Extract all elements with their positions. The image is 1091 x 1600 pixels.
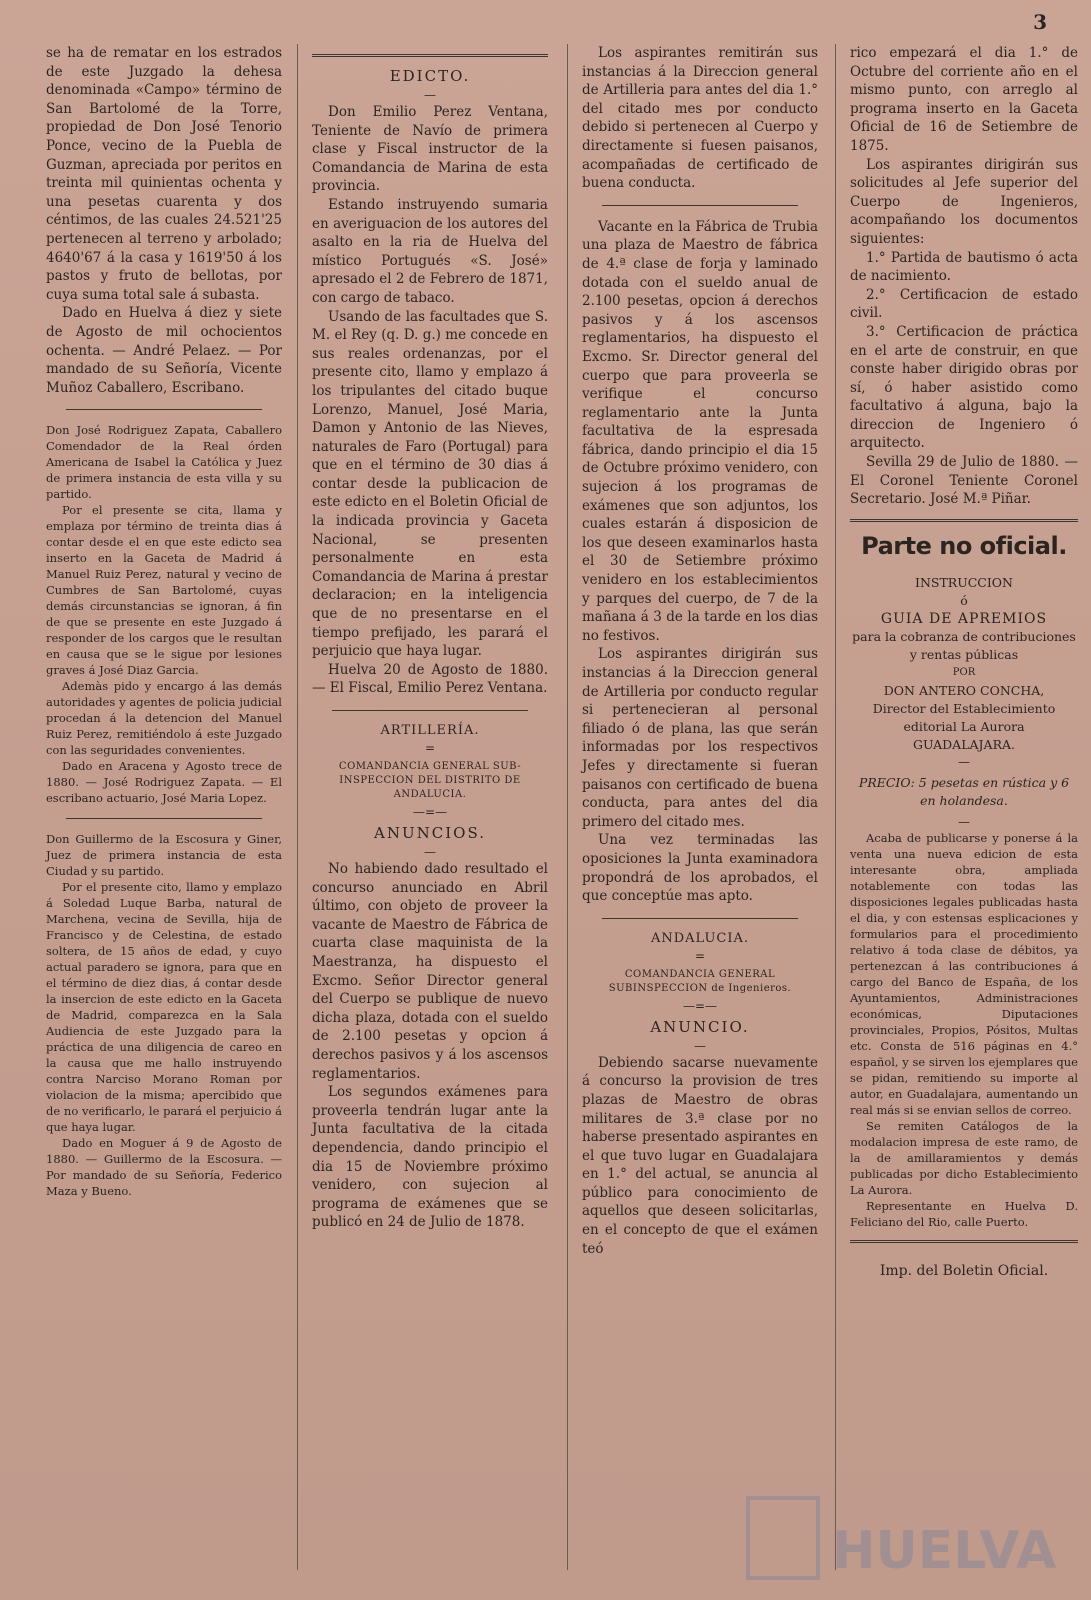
archive-watermark	[748, 1498, 1057, 1588]
instruccion-heading: INSTRUCCION	[915, 574, 1013, 590]
separator	[850, 1240, 1078, 1243]
dash: =	[424, 741, 436, 755]
anuncios-heading: ANUNCIOS.	[374, 824, 486, 842]
dash: —	[958, 814, 970, 829]
paragraph: Por el presente cito, llamo y emplazo á Soledad Luque Barba, natural de Marchena, vecina de Sevilla, hija de Francisco y de Celestina, de estado soltera, de 15 años de edad, y cuyo actual paradero se ignora, para que en el término de diez dias, á contar desde la insercion de este edicto en la Gaceta de Madrid, comparezca en la Sala Audiencia de este Juzgado para la práctica de una diligencia de careo en la causa que me hallo instruyendo contra Narciso Morano Roman por violacion de la misma; apercibido que de no verificarlo, le parará el perjuicio á que haya lugar.	[46, 880, 282, 1135]
dash: —	[694, 1038, 706, 1053]
author-name: DON ANTERO CONCHA,	[883, 682, 1045, 698]
comandancia-heading: COMANDANCIA GENERAL SUBINSPECCION de Ingenieros.	[608, 968, 792, 994]
paragraph: Don Emilio Perez Ventana, Teniente de Navío de primera clase y Fiscal instructor de la Comandancia de Marina de esta provincia.	[312, 104, 548, 195]
guia-heading: GUIA DE APREMIOS	[880, 610, 1048, 627]
paragraph: Dado en Moguer á 9 de Agosto de 1880. — Guillermo de la Escosura. — Por mandado de su Señoría, Federico Maza y Bueno.	[46, 1136, 282, 1199]
andalucia-heading: ANDALUCIA.	[650, 930, 750, 946]
column-divider	[567, 44, 568, 1570]
column-4	[850, 44, 1078, 1580]
paragraph: Debiendo sacarse nuevamente á concurso la provision de tres plazas de Maestro de obras militares de 3.ª clase por no haberse presentado aspirantes en el que tuvo lugar en Guadalajara en 1.° del actual, se anuncia al público para conocimiento de aquellos que deseen solicitarlas, en el concepto de que el exámen teó	[582, 1054, 818, 1257]
por-label: POR	[952, 666, 976, 678]
paragraph: Se remiten Catálogos de la modalacion impresa de este ramo, de la de amillaramientos y demás publicadas por dicho Establecimiento La Aurora.	[850, 1118, 1078, 1197]
paragraph: Una vez terminadas las oposiciones la Junta examinadora propondrá de los aprobados, el que conceptúe mas apto.	[582, 832, 818, 905]
paragraph: Usando de las facultades que S. M. el Rey (q. D. g.) me concede en sus reales ordenanzas, por el presente cito, llamo y emplazo á los tripulantes del citado buque Lorenzo, Manuel, José Maria, Damon y Antonio de las Nieves, naturales de Faro (Portugal) para que en el término de 30 dias á contar desde la publicacion de este edicto en el Boletin Oficial de la indicada provincia y Gaceta Nacional, se presenten personalmente en esta Comandancia de Marina á prestar declaracion; en la inteligencia que de no presentarse en el tiempo prefijado, les parará el perjuicio que haya lugar.	[312, 308, 548, 660]
column-divider	[297, 44, 298, 1570]
paragraph: se ha de rematar en los estrados de este Juzgado la dehesa denominada «Campo» término de San Bartolomé de la Torre, propiedad de Don José Tenorio Ponce, vecino de la Puebla de Guzman, apreciada por peritos en treinta mil quinientas ochenta y una pesetas cuarenta y dos céntimos, de las cuales 24.521'25 pertenecen al terreno y arbolado; 4640'67 á la casa y 1619'50 á los pastos y fruto de bellotas, por cuya suma total sale á subasta.	[46, 45, 282, 303]
paragraph: Dado en Aracena y Agosto trece de 1880. — José Rodriguez Zapata. — El escribano actuario, José Maria Lopez.	[46, 759, 282, 806]
city-name: GUADALAJARA.	[913, 736, 1015, 752]
watermark-emblem	[748, 1498, 818, 1578]
paragraph: Estando instruyendo sumaria en averiguacion de los autores del asalto en la ria de Huelva del místico Portugués «S. José» apresado el 2 de Febrero de 1871, con cargo de tabaco.	[312, 196, 548, 306]
column-3	[582, 44, 818, 1580]
paragraph: 2.° Certificacion de estado civil.	[850, 286, 1078, 322]
paragraph: Ademàs pido y encargo á las demás autoridades y agentes de policia judicial procedan á la detencion del Manuel Ruiz Perez, remitiéndolo á este Juzgado con las seguridades convenientes.	[46, 679, 282, 758]
paragraph: Los aspirantes dirigirán sus solicitudes al Jefe superior del Cuerpo de Ingenieros, acompañando los documentos siguientes:	[850, 156, 1078, 247]
paragraph: Huelva 20 de Agosto de 1880. — El Fiscal, Emilio Perez Ventana.	[312, 661, 548, 697]
separator	[312, 54, 548, 57]
separator	[66, 818, 262, 819]
column-1	[46, 44, 282, 1580]
imprenta-footer: Imp. del Boletin Oficial.	[879, 1262, 1049, 1279]
paragraph: rico empezará el dia 1.° de Octubre del corriente año en el mismo punto, con arreglo al programa inserto en la Gaceta Oficial de 16 de Setiembre de 1875.	[850, 45, 1078, 154]
paragraph: 3.° Certificacion de práctica en el arte de construir, en que conste haber dirigido obras por sí, ó haber asistido como facultativo á alguna, bajo la direccion de Ingeniero ó arquitecto.	[850, 323, 1078, 452]
paragraph: 1.° Partida de bautismo ó acta de nacimiento.	[850, 249, 1078, 285]
paragraph: Don José Rodriguez Zapata, Caballero Comendador de la Real órden Americana de Isabel la Católica y Juez de primera instancia de esta villa y su partido.	[46, 423, 282, 502]
paragraph: Don Guillermo de la Escosura y Giner, Juez de primera instancia de esta Ciudad y su partido.	[46, 832, 282, 879]
dash: —=—	[682, 998, 718, 1013]
separator	[332, 710, 528, 711]
paragraph: Sevilla 29 de Julio de 1880. — El Coronel Teniente Coronel Secretario. José M.ª Piñar.	[850, 454, 1078, 508]
paragraph: Acaba de publicarse y ponerse á la venta una nueva edicion de esta interesante obra, ampliada notablemente con todas las disposiciones legales publicadas hasta el dia, y con estensas esplicaciones y formularios para el procedimiento relativo á toda clase de débitos, ya pertenezcan á las contribuciones á cargo del Banco de España, de los Ayuntamientos, Administraciones económicas, Diputaciones provinciales, Propios, Pósitos, Multas etc. Consta de 516 páginas en 4.° español, y se sirven los ejemplares que se pidan, remitiendo su importe al autor, en Guadalajara, aumentando un real más si se envian sellos de correo.	[850, 830, 1078, 1117]
dash: —=—	[412, 805, 448, 819]
paragraph: Vacante en la Fábrica de Trubia una plaza de Maestro de fábrica de 4.ª clase de forja y laminado dotada con el sueldo anual de 2.100 pesetas, opcion á derechos pasivos y á los ascensos reglamentarios, ha dispuesto el Excmo. Sr. Director general del cuerpo que para proveerla se verifique el concurso reglamentario ante la Junta facultativa de la espresada fábrica, dando principio el dia 15 de Octubre próximo venidero, con sujecion á los programas de exámenes que son adjuntos, los cuales estarán á disposicion de los que deseen examinarlos hasta el 30 de Setiembre próximo venidero en los establecimientos y parques del cuerpo, de 7 de la mañana á 3 de la tarde en los dias no festivos.	[582, 218, 818, 644]
author-title: Director del Establecimiento editorial La Aurora	[872, 700, 1056, 734]
dash: =	[694, 948, 706, 963]
artilleria-heading: ARTILLERÍA.	[380, 723, 480, 738]
column-divider	[835, 44, 836, 1570]
watermark-text: HUELVA	[832, 1521, 1057, 1581]
separator	[850, 519, 1078, 522]
comandancia-heading: COMANDANCIA GENERAL SUB-INSPECCION DEL DISTRITO DE ANDALUCIA.	[338, 761, 522, 800]
paragraph: Los segundos exámenes para proveerla tendrán lugar ante la Junta facultativa de la citada dependencia, dando principio el dia 15 de Noviembre próximo venidero, con sujecion al programa de exámenes que se publicó en 24 de Julio de 1878.	[312, 1084, 548, 1231]
guia-subtitle: para la cobranza de contribuciones y rentas públicas	[852, 628, 1076, 662]
separator	[602, 205, 798, 206]
paragraph: Los aspirantes dirigirán sus instancias á la Direccion general de Artilleria por conducto regular si pertenecieran al personal filiado ó de plana, las que serán informadas por los respectivos Jefes y directamente si fueran paisanos con certificado de buena conducta, para antes del dia primero del citado mes.	[582, 646, 818, 830]
dash: —	[424, 845, 436, 859]
anuncio-heading: ANUNCIO.	[650, 1017, 750, 1036]
paragraph: Los aspirantes remitirán sus instancias á la Direccion general de Artilleria para antes del dia 1.° del citado mes por conducto debido si pertenecen al Cuerpo y directamente si fuesen paisanos, acompañadas de certificado de buena conducta.	[582, 45, 818, 192]
page-number: 3	[1033, 10, 1047, 34]
parte-no-oficial-title: Parte no oficial.	[861, 531, 1067, 560]
separator	[66, 409, 262, 410]
separator	[602, 918, 798, 919]
paragraph: Dado en Huelva á diez y siete de Agosto de mil ochocientos ochenta. — André Pelaez. — Por mandado de su Señoría, Vicente Muñoz Caballero, Escribano.	[46, 305, 282, 396]
o-connector: ó	[960, 592, 968, 608]
edicto-title: EDICTO.	[389, 67, 471, 85]
price: PRECIO: 5 pesetas en rústica y 6 en holandesa.	[858, 774, 1070, 808]
paragraph: Representante en Huelva D. Feliciano del Rio, calle Puerto.	[850, 1198, 1078, 1229]
paragraph: No habiendo dado resultado el concurso anunciado en Abril último, con objeto de proveer la vacante de Maestro de Fábrica de cuarta clase maquinista de la Maestranza, ha dispuesto el Excmo. Señor Director general del Cuerpo se publique de nuevo dicha plaza, dotada con el sueldo de 2.100 pesetas y opcion á derechos pasivos y á los ascensos reglamentarios.	[312, 861, 548, 1082]
dash: —	[958, 754, 970, 769]
dash: —	[424, 88, 436, 102]
column-2	[312, 44, 548, 1580]
paragraph: Por el presente se cita, llama y emplaza por término de treinta dias á contar desde el en que este edicto sea inserto en la Gaceta de Madrid á Manuel Ruiz Perez, natural y vecino de Cumbres de San Bartolomé, cuyas demás circunstancias se ignoran, á fin de que se presente en este Juzgado á responder de los cargos que le resultan en causa que se le sigue por lesiones graves á José Diaz Garcia.	[46, 503, 282, 678]
